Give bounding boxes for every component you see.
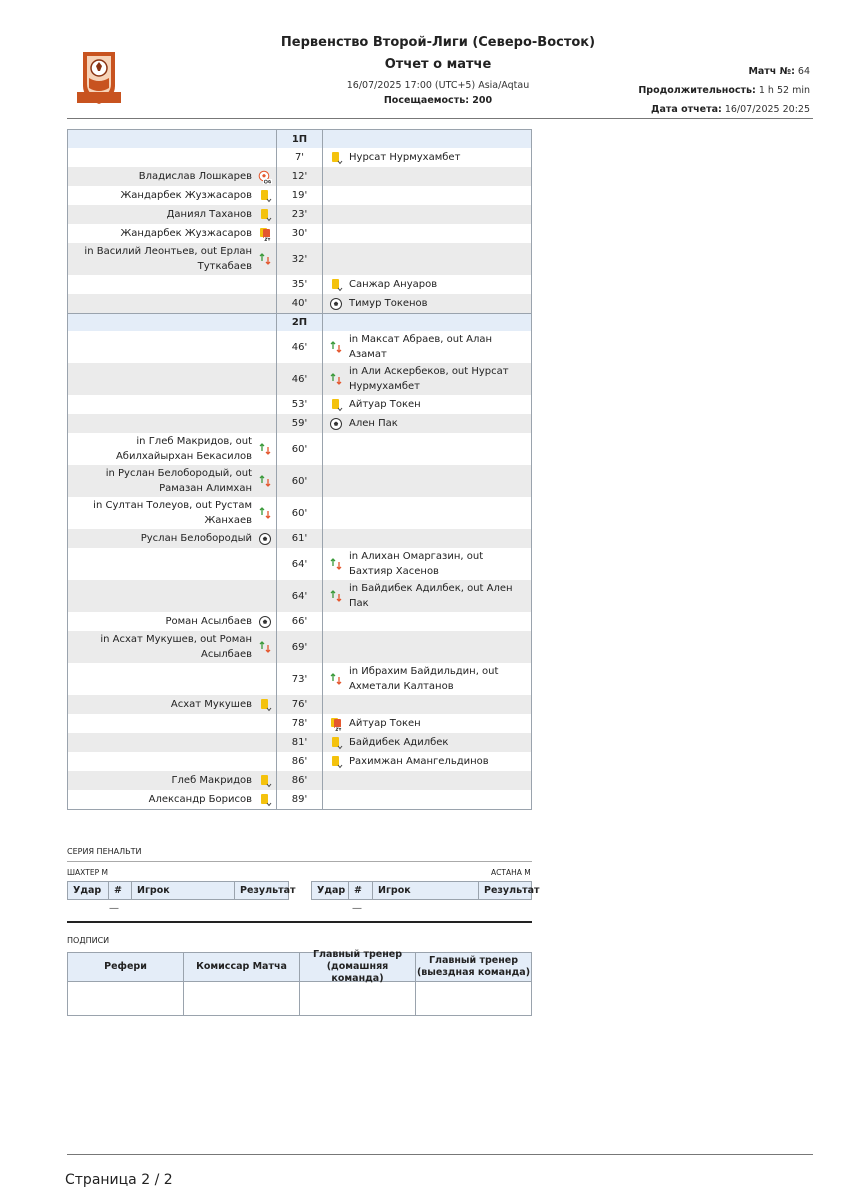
away-player: in Али Аскербеков, out Нурсат Нурмухамбет <box>349 366 509 392</box>
event-home <box>68 580 276 612</box>
event-away <box>323 331 531 363</box>
event-home <box>68 631 276 663</box>
event-minute: 7' <box>276 148 323 167</box>
event-minute: 60' <box>276 465 323 497</box>
event-home <box>68 275 276 294</box>
half-header-away <box>323 314 531 331</box>
home-player: in Асхат Мукушев, out Роман Асылбаев <box>100 634 252 660</box>
home-player: in Василий Леонтьев, out Ерлан Туткабаев <box>84 246 252 272</box>
event-minute: 86' <box>276 771 323 790</box>
match-meta <box>638 62 810 119</box>
yellow-card-icon <box>329 755 343 769</box>
event-away <box>323 497 531 529</box>
substitution-icon <box>258 640 272 654</box>
event-away <box>323 205 531 224</box>
substitution-icon <box>329 672 343 686</box>
event-minute: 78' <box>276 714 323 733</box>
home-player: Жандарбек Жузжасаров <box>120 228 252 239</box>
substitution-icon <box>329 589 343 603</box>
event-home <box>68 733 276 752</box>
yellow-card-icon <box>258 189 272 203</box>
event-home <box>68 714 276 733</box>
penalty-home-empty: — <box>109 903 119 914</box>
substitution-icon <box>258 252 272 266</box>
penalty-col-kick: Удар <box>68 882 109 899</box>
event-row <box>68 631 531 663</box>
event-minute: 89' <box>276 790 323 809</box>
event-row <box>68 529 531 548</box>
event-minute: 12' <box>276 167 323 186</box>
event-row <box>68 497 531 529</box>
half-label: 1П <box>276 130 323 148</box>
event-home <box>68 790 276 809</box>
event-minute: 69' <box>276 631 323 663</box>
events-table <box>67 129 532 810</box>
league-logo-icon <box>73 48 125 106</box>
penalty-away-table-header <box>311 881 540 900</box>
away-player: Байдибек Адилбек <box>349 737 449 748</box>
event-row <box>68 205 531 224</box>
event-row <box>68 294 531 313</box>
event-away <box>323 771 531 790</box>
substitution-icon <box>329 372 343 386</box>
event-away <box>323 695 531 714</box>
event-row <box>68 224 531 243</box>
event-row <box>68 243 531 275</box>
goal-icon <box>258 532 272 546</box>
event-away <box>323 612 531 631</box>
match-duration: Продолжительность: 1 h 52 min <box>638 85 810 96</box>
penalty-col-kick: Удар <box>312 882 349 899</box>
page-number: Страница 2 / 2 <box>65 1172 173 1188</box>
event-row <box>68 414 531 433</box>
event-away <box>323 395 531 414</box>
signature-cell-home-coach <box>300 982 416 1015</box>
event-home <box>68 695 276 714</box>
event-minute: 35' <box>276 275 323 294</box>
signatures-body <box>68 982 531 1015</box>
signature-cell-away-coach <box>416 982 531 1015</box>
penalty-col-player: Игрок <box>132 882 235 899</box>
penalty-away-team: АСТАНА М <box>491 868 531 877</box>
event-home <box>68 752 276 771</box>
event-home <box>68 148 276 167</box>
yellow-card-icon <box>329 151 343 165</box>
home-player: Роман Асылбаев <box>165 616 252 627</box>
home-player: Жандарбек Жузжасаров <box>120 190 252 201</box>
event-minute: 53' <box>276 395 323 414</box>
event-minute: 61' <box>276 529 323 548</box>
yellow-card-icon <box>258 793 272 807</box>
away-player: in Алихан Омаргазин, out Бахтияр Хасенов <box>349 551 484 577</box>
signature-col-commissioner: Комиссар Матча <box>184 953 300 981</box>
event-minute: 46' <box>276 363 323 395</box>
event-row <box>68 186 531 205</box>
penalty-col-result: Результат <box>240 885 296 896</box>
home-player: Александр Борисов <box>148 794 252 805</box>
half-header-home <box>68 130 276 148</box>
away-player: Тимур Токенов <box>349 298 428 309</box>
event-row <box>68 790 531 809</box>
event-row <box>68 395 531 414</box>
event-away <box>323 167 531 186</box>
event-home <box>68 465 276 497</box>
home-player: in Султан Толеуов, out Рустам Жанхаев <box>93 500 252 526</box>
event-minute: 64' <box>276 548 323 580</box>
away-player: in Ибрахим Байдильдин, out Ахметали Калтанов <box>349 666 499 692</box>
event-away <box>323 714 531 733</box>
event-minute: 60' <box>276 433 323 465</box>
substitution-icon <box>258 474 272 488</box>
substitution-icon <box>329 557 343 571</box>
competition-title: Первенство Второй-Лиги (Северо-Восток) <box>280 35 596 50</box>
event-minute: 76' <box>276 695 323 714</box>
penalty-home-table-header <box>67 881 296 900</box>
away-player: in Байдибек Адилбек, out Ален Пак <box>349 583 513 609</box>
header-divider <box>67 118 813 119</box>
event-away <box>323 548 531 580</box>
home-player: Владислав Лошкарев <box>138 171 252 182</box>
home-player: Глеб Макридов <box>171 775 252 786</box>
event-home <box>68 771 276 790</box>
event-away <box>323 363 531 395</box>
half-label: 2П <box>276 314 323 331</box>
event-away <box>323 414 531 433</box>
event-home <box>68 224 276 243</box>
event-minute: 64' <box>276 580 323 612</box>
event-home <box>68 294 276 313</box>
event-home <box>68 529 276 548</box>
event-row <box>68 465 531 497</box>
yellow-card-icon <box>258 774 272 788</box>
event-row <box>68 148 531 167</box>
event-home <box>68 663 276 695</box>
event-minute: 19' <box>276 186 323 205</box>
yellow-card-icon <box>258 698 272 712</box>
event-away <box>323 148 531 167</box>
event-row <box>68 752 531 771</box>
half-header-away <box>323 130 531 148</box>
event-away <box>323 733 531 752</box>
event-away <box>323 752 531 771</box>
away-player: Ален Пак <box>349 418 398 429</box>
event-row <box>68 167 531 186</box>
penalty-away-empty: — <box>352 903 362 914</box>
event-away <box>323 529 531 548</box>
event-row <box>68 331 531 363</box>
signatures-header <box>68 949 531 984</box>
event-row <box>68 612 531 631</box>
match-number: Матч №: 64 <box>748 66 810 77</box>
goal-icon <box>258 615 272 629</box>
event-home <box>68 497 276 529</box>
home-player: Руслан Белобородый <box>140 533 252 544</box>
away-player: Санжар Ануаров <box>349 279 438 290</box>
event-away <box>323 790 531 809</box>
event-row <box>68 771 531 790</box>
penalty-col-player: Игрок <box>373 882 479 899</box>
report-header <box>0 0 848 120</box>
home-player: Даниял Таханов <box>166 209 252 220</box>
event-home <box>68 167 276 186</box>
substitution-icon <box>329 340 343 354</box>
home-player: Асхат Мукушев <box>170 699 252 710</box>
event-away <box>323 580 531 612</box>
event-row <box>68 433 531 465</box>
event-minute: 81' <box>276 733 323 752</box>
event-home <box>68 186 276 205</box>
yellow-card-icon <box>329 736 343 750</box>
goal-icon <box>329 297 343 311</box>
match-datetime: 16/07/2025 17:00 (UTC+5) Asia/Aqtau <box>346 80 530 91</box>
away-player: Айтуар Токен <box>349 399 421 410</box>
event-minute: 32' <box>276 243 323 275</box>
away-player: Рахимжан Амангельдинов <box>349 756 489 767</box>
away-player: Нурсат Нурмухамбет <box>349 152 461 163</box>
event-minute: 73' <box>276 663 323 695</box>
event-row <box>68 714 531 733</box>
event-home <box>68 363 276 395</box>
yellow-card-icon <box>329 278 343 292</box>
event-row <box>68 363 531 395</box>
penalty-section-title: СЕРИЯ ПЕНАЛЬТИ <box>67 847 142 856</box>
event-home <box>68 395 276 414</box>
yellow-card-icon <box>329 398 343 412</box>
event-away <box>323 465 531 497</box>
signature-col-away-coach: Главный тренер (выездная команда) <box>416 955 531 978</box>
event-home <box>68 331 276 363</box>
section-divider <box>67 921 532 923</box>
event-minute: 40' <box>276 294 323 313</box>
event-away <box>323 275 531 294</box>
penalty-col-number: # <box>349 882 373 899</box>
event-home <box>68 433 276 465</box>
report-date: Дата отчета: 16/07/2025 20:25 <box>651 104 810 115</box>
event-row <box>68 733 531 752</box>
half-header <box>68 313 531 331</box>
home-player: in Руслан Белобородый, out Рамазан Алимхан <box>105 468 252 494</box>
event-home <box>68 205 276 224</box>
event-row <box>68 695 531 714</box>
signature-col-referee: Рефери <box>68 953 184 981</box>
substitution-icon <box>258 442 272 456</box>
signature-cell-commissioner <box>184 982 300 1015</box>
home-player: in Глеб Макридов, out Абилхайырхан Бекасилов <box>115 436 252 462</box>
event-minute: 86' <box>276 752 323 771</box>
event-minute: 59' <box>276 414 323 433</box>
event-home <box>68 548 276 580</box>
title-block <box>238 34 638 106</box>
event-minute: 66' <box>276 612 323 631</box>
event-minute: 60' <box>276 497 323 529</box>
own-goal-icon <box>258 170 272 184</box>
report-subtitle: Отчет о матче <box>384 57 492 72</box>
penalty-divider <box>67 861 532 862</box>
goal-icon <box>329 417 343 431</box>
half-header <box>68 130 531 148</box>
footer-divider <box>67 1154 813 1155</box>
event-away <box>323 294 531 313</box>
event-away <box>323 433 531 465</box>
event-away <box>323 186 531 205</box>
away-player: Айтуар Токен <box>349 718 421 729</box>
signatures-title: ПОДПИСИ <box>67 936 110 945</box>
event-minute: 46' <box>276 331 323 363</box>
event-minute: 30' <box>276 224 323 243</box>
substitution-icon <box>258 506 272 520</box>
away-player: in Максат Абраев, out Алан Азамат <box>349 334 493 360</box>
event-row <box>68 663 531 695</box>
signatures-table <box>67 949 532 1016</box>
event-row <box>68 275 531 294</box>
event-home <box>68 243 276 275</box>
event-row <box>68 580 531 612</box>
event-away <box>323 243 531 275</box>
attendance: Посещаемость: 200 <box>383 95 493 106</box>
signature-cell-referee <box>68 982 184 1015</box>
event-away <box>323 224 531 243</box>
penalty-home-team: ШАХТЕР М <box>67 868 108 877</box>
event-home <box>68 612 276 631</box>
event-home <box>68 414 276 433</box>
event-row <box>68 548 531 580</box>
yellow-card-icon <box>258 208 272 222</box>
event-away <box>323 631 531 663</box>
second-yellow-icon <box>329 717 343 731</box>
event-minute: 23' <box>276 205 323 224</box>
event-away <box>323 663 531 695</box>
half-header-home <box>68 314 276 331</box>
penalty-col-number: # <box>109 882 132 899</box>
signature-col-home-coach: Главный тренер (домашняя команда) <box>300 953 416 981</box>
penalty-col-result: Результат <box>484 885 540 896</box>
second-yellow-icon <box>258 227 272 241</box>
